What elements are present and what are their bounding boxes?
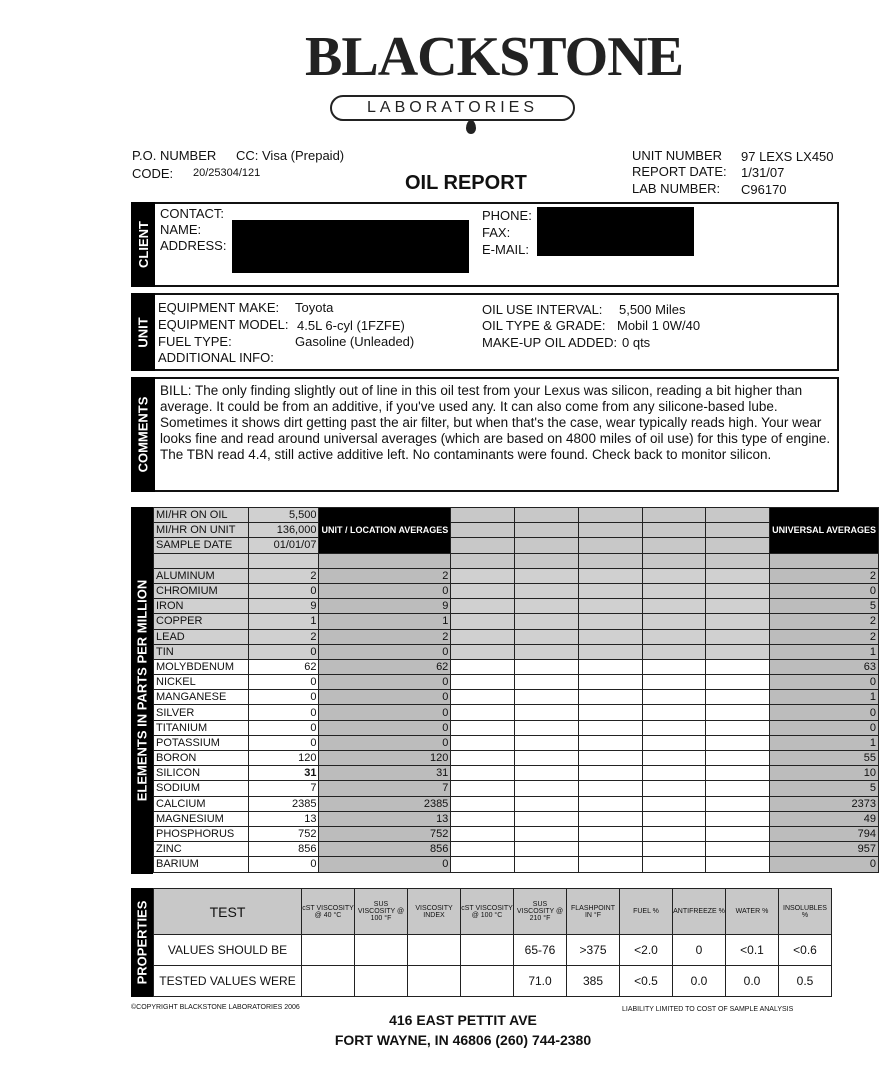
element-universal-average: 55 <box>770 751 879 766</box>
phone-label: PHONE: <box>482 208 532 223</box>
property-tested-value: 71.0 <box>514 966 567 997</box>
element-universal-average: 5 <box>770 599 879 614</box>
empty-cell <box>706 735 770 750</box>
element-value: 0 <box>249 720 319 735</box>
report-date: 1/31/07 <box>741 165 785 180</box>
address-line-2: FORT WAYNE, IN 46806 (260) 744-2380 <box>334 1032 592 1048</box>
empty-cell <box>706 796 770 811</box>
empty-cell <box>515 629 579 644</box>
element-value: 0 <box>249 690 319 705</box>
element-unit-average: 7 <box>319 781 451 796</box>
empty-cell <box>706 811 770 826</box>
element-row <box>154 751 879 766</box>
fax-label: FAX: <box>482 225 511 240</box>
empty-cell <box>578 857 642 872</box>
empty-cell <box>706 720 770 735</box>
element-unit-average: 752 <box>319 826 451 841</box>
element-name: ZINC <box>154 842 249 857</box>
element-row <box>154 675 879 690</box>
equipment-model-label: EQUIPMENT MODEL: <box>158 317 289 332</box>
element-value: 0 <box>249 644 319 659</box>
mi-oil-label: MI/HR ON OIL <box>154 508 249 523</box>
empty-cell <box>706 766 770 781</box>
code-label: CODE: <box>132 166 174 181</box>
name-label: NAME: <box>160 222 202 237</box>
property-should-value <box>408 935 461 966</box>
empty-cell <box>642 781 706 796</box>
element-universal-average: 63 <box>770 659 879 674</box>
property-should-value: >375 <box>567 935 620 966</box>
fuel-type: Gasoline (Unleaded) <box>295 334 415 349</box>
property-tested-value <box>302 966 355 997</box>
element-row <box>154 599 879 614</box>
equipment-make-label: EQUIPMENT MAKE: <box>158 300 280 315</box>
element-value: 62 <box>249 659 319 674</box>
empty-cell <box>451 720 515 735</box>
empty-cell <box>706 614 770 629</box>
empty-cell <box>451 614 515 629</box>
element-unit-average: 13 <box>319 811 451 826</box>
element-universal-average: 1 <box>770 690 879 705</box>
property-should-value: 65-76 <box>514 935 567 966</box>
redacted-client-info <box>232 220 469 273</box>
makeup-oil: 0 qts <box>622 335 651 350</box>
element-unit-average: 856 <box>319 842 451 857</box>
element-universal-average: 1 <box>770 735 879 750</box>
element-universal-average: 0 <box>770 583 879 598</box>
oil-use-interval: 5,500 Miles <box>619 302 686 317</box>
comments-text: BILL: The only finding slightly out of line in this oil test from your Lexus was silicon, reading a bit higher than average. It could be from an additive, if you've used any. It can also come from any silicone-based lube. Sometimes it shows dirt getting past the air filter, but when that's the case, wear typically reads high. Your wear looks fine and read around universal averages (which are based on 4800 miles of oil use) for this type of engine. The TBN read 4.4, still active additive left. No contaminants were found. Check back to monitor silicon. <box>160 383 831 462</box>
property-should-value: <0.6 <box>779 935 832 966</box>
element-universal-average: 5 <box>770 781 879 796</box>
element-unit-average: 2385 <box>319 796 451 811</box>
empty-cell <box>515 735 579 750</box>
element-universal-average: 10 <box>770 766 879 781</box>
element-unit-average: 0 <box>319 720 451 735</box>
empty-cell <box>642 705 706 720</box>
comments-section-label: COMMENTS <box>131 377 155 492</box>
property-tested-value: 0.0 <box>673 966 726 997</box>
empty-cell <box>578 583 642 598</box>
empty-cell <box>706 583 770 598</box>
element-unit-average: 0 <box>319 705 451 720</box>
empty-cell <box>706 644 770 659</box>
empty-cell <box>451 842 515 857</box>
element-universal-average: 957 <box>770 842 879 857</box>
element-unit-average: 2 <box>319 568 451 583</box>
unit-averages-header: UNIT / LOCATION AVERAGES <box>319 508 451 554</box>
empty-cell <box>451 599 515 614</box>
element-value: 0 <box>249 675 319 690</box>
empty-cell <box>578 675 642 690</box>
empty-cell <box>451 644 515 659</box>
element-row <box>154 857 879 872</box>
empty-cell <box>515 826 579 841</box>
property-should-value: 0 <box>673 935 726 966</box>
empty-cell <box>642 857 706 872</box>
logo-subtitle: LABORATORIES <box>330 95 575 121</box>
equipment-make: Toyota <box>295 300 334 315</box>
element-row <box>154 690 879 705</box>
property-tested-value: 0.5 <box>779 966 832 997</box>
values-should-label: VALUES SHOULD BE <box>154 935 302 966</box>
empty-cell <box>706 705 770 720</box>
empty-cell <box>578 629 642 644</box>
empty-cell <box>578 826 642 841</box>
element-unit-average: 0 <box>319 690 451 705</box>
element-value: 120 <box>249 751 319 766</box>
empty-cell <box>706 842 770 857</box>
report-date-label: REPORT DATE: <box>632 164 727 179</box>
elements-section-label: ELEMENTS IN PARTS PER MILLION <box>131 507 153 874</box>
empty-cell <box>642 644 706 659</box>
empty-cell <box>451 735 515 750</box>
empty-cell <box>578 690 642 705</box>
logo-wordmark: BLACKSTONE <box>305 26 683 88</box>
element-value: 2385 <box>249 796 319 811</box>
empty-cell <box>706 675 770 690</box>
empty-cell <box>515 583 579 598</box>
empty-cell <box>706 690 770 705</box>
empty-cell <box>642 690 706 705</box>
contact-label: CONTACT: <box>160 206 225 221</box>
empty-cell <box>578 659 642 674</box>
empty-cell <box>451 826 515 841</box>
property-tested-value <box>408 966 461 997</box>
element-row <box>154 766 879 781</box>
empty-cell <box>706 659 770 674</box>
unit-number: 97 LEXS LX450 <box>741 149 834 164</box>
unit-section-label: UNIT <box>131 293 155 371</box>
element-name: NICKEL <box>154 675 249 690</box>
empty-cell <box>451 857 515 872</box>
element-value: 2 <box>249 568 319 583</box>
empty-cell <box>515 599 579 614</box>
properties-section-label: PROPERTIES <box>131 888 153 997</box>
element-row <box>154 644 879 659</box>
empty-cell <box>578 751 642 766</box>
empty-cell <box>451 690 515 705</box>
equipment-model: 4.5L 6-cyl (1FZFE) <box>297 318 405 333</box>
element-universal-average: 2373 <box>770 796 879 811</box>
code-value: 20/25304/121 <box>193 167 261 179</box>
empty-cell <box>578 720 642 735</box>
element-row <box>154 796 879 811</box>
empty-cell <box>642 811 706 826</box>
element-row <box>154 842 879 857</box>
element-name: LEAD <box>154 629 249 644</box>
oil-use-interval-label: OIL USE INTERVAL: <box>482 302 603 317</box>
element-unit-average: 31 <box>319 766 451 781</box>
oil-type-label: OIL TYPE & GRADE: <box>482 318 606 333</box>
property-column-header: cST VISCOSITY @ 100 °C <box>461 889 514 935</box>
element-value: 31 <box>249 766 319 781</box>
empty-cell <box>451 629 515 644</box>
empty-cell <box>642 599 706 614</box>
empty-cell <box>578 796 642 811</box>
property-column-header: INSOLUBLES % <box>779 889 832 935</box>
unit-number-label: UNIT NUMBER <box>632 148 723 163</box>
empty-cell <box>642 796 706 811</box>
element-name: BARIUM <box>154 857 249 872</box>
empty-cell <box>515 675 579 690</box>
element-value: 752 <box>249 826 319 841</box>
element-row <box>154 583 879 598</box>
property-tested-value <box>355 966 408 997</box>
empty-cell <box>578 568 642 583</box>
element-name: TITANIUM <box>154 720 249 735</box>
element-name: IRON <box>154 599 249 614</box>
element-name: MOLYBDENUM <box>154 659 249 674</box>
empty-cell <box>451 705 515 720</box>
universal-averages-header: UNIVERSAL AVERAGES <box>770 508 879 554</box>
empty-cell <box>642 842 706 857</box>
mi-oil-row <box>154 508 879 523</box>
empty-cell <box>515 720 579 735</box>
empty-cell <box>706 751 770 766</box>
element-name: BORON <box>154 751 249 766</box>
element-unit-average: 62 <box>319 659 451 674</box>
empty-cell <box>515 690 579 705</box>
element-value: 0 <box>249 735 319 750</box>
element-row <box>154 614 879 629</box>
property-tested-value <box>461 966 514 997</box>
element-row <box>154 568 879 583</box>
empty-cell <box>515 614 579 629</box>
element-universal-average: 794 <box>770 826 879 841</box>
element-value: 2 <box>249 629 319 644</box>
client-section-label: CLIENT <box>131 202 155 287</box>
empty-cell <box>706 599 770 614</box>
element-universal-average: 2 <box>770 629 879 644</box>
empty-cell <box>642 614 706 629</box>
element-name: COPPER <box>154 614 249 629</box>
properties-table <box>153 888 832 997</box>
element-name: CHROMIUM <box>154 583 249 598</box>
lab-number: C96170 <box>741 182 787 197</box>
empty-cell <box>578 811 642 826</box>
sample-date-label: SAMPLE DATE <box>154 538 249 553</box>
empty-cell <box>706 629 770 644</box>
empty-cell <box>451 796 515 811</box>
empty-cell <box>578 614 642 629</box>
element-universal-average: 2 <box>770 568 879 583</box>
mi-unit-value: 136,000 <box>249 523 319 538</box>
sample-date-value: 01/01/07 <box>249 538 319 553</box>
report-title: OIL REPORT <box>405 172 527 194</box>
property-tested-value: 0.0 <box>726 966 779 997</box>
empty-cell <box>706 781 770 796</box>
address-label: ADDRESS: <box>160 238 227 253</box>
element-row <box>154 735 879 750</box>
test-header: TEST <box>154 889 302 935</box>
element-universal-average: 1 <box>770 644 879 659</box>
element-row <box>154 629 879 644</box>
element-universal-average: 0 <box>770 675 879 690</box>
element-name: SILICON <box>154 766 249 781</box>
empty-cell <box>515 751 579 766</box>
empty-cell <box>515 811 579 826</box>
element-value: 1 <box>249 614 319 629</box>
element-value: 9 <box>249 599 319 614</box>
element-name: SODIUM <box>154 781 249 796</box>
element-unit-average: 0 <box>319 857 451 872</box>
element-row <box>154 720 879 735</box>
empty-cell <box>451 568 515 583</box>
empty-cell <box>642 735 706 750</box>
element-unit-average: 2 <box>319 629 451 644</box>
property-column-header: cST VISCOSITY @ 40 °C <box>302 889 355 935</box>
empty-cell <box>578 735 642 750</box>
empty-cell <box>706 826 770 841</box>
empty-cell <box>451 583 515 598</box>
empty-cell <box>515 766 579 781</box>
empty-cell <box>642 751 706 766</box>
empty-cell <box>451 781 515 796</box>
empty-cell <box>515 781 579 796</box>
element-unit-average: 120 <box>319 751 451 766</box>
empty-cell <box>578 599 642 614</box>
element-name: SILVER <box>154 705 249 720</box>
property-tested-value: <0.5 <box>620 966 673 997</box>
tested-values-label: TESTED VALUES WERE <box>154 966 302 997</box>
element-row <box>154 811 879 826</box>
property-column-header: SUS VISCOSITY @ 210 °F <box>514 889 567 935</box>
empty-cell <box>451 751 515 766</box>
logo-drop-icon <box>466 120 476 134</box>
empty-cell <box>642 568 706 583</box>
property-column-header: ANTIFREEZE % <box>673 889 726 935</box>
empty-cell <box>515 644 579 659</box>
empty-cell <box>515 568 579 583</box>
element-unit-average: 0 <box>319 583 451 598</box>
elements-table <box>153 507 879 873</box>
empty-cell <box>642 629 706 644</box>
property-should-value <box>355 935 408 966</box>
element-universal-average: 49 <box>770 811 879 826</box>
element-value: 856 <box>249 842 319 857</box>
property-column-header: FLASHPOINT IN °F <box>567 889 620 935</box>
property-column-header: FUEL % <box>620 889 673 935</box>
element-universal-average: 0 <box>770 720 879 735</box>
additional-info-label: ADDITIONAL INFO: <box>158 350 274 365</box>
property-tested-value: 385 <box>567 966 620 997</box>
empty-cell <box>578 766 642 781</box>
liability-notice: LIABILITY LIMITED TO COST OF SAMPLE ANALYSIS <box>622 1006 794 1013</box>
empty-cell <box>451 675 515 690</box>
element-name: MANGANESE <box>154 690 249 705</box>
oil-type: Mobil 1 0W/40 <box>617 318 701 333</box>
property-should-value: <0.1 <box>726 935 779 966</box>
address-line-1: 416 EAST PETTIT AVE <box>389 1012 537 1028</box>
empty-cell <box>642 766 706 781</box>
mi-oil-value: 5,500 <box>249 508 319 523</box>
property-should-value: <2.0 <box>620 935 673 966</box>
element-unit-average: 9 <box>319 599 451 614</box>
empty-cell <box>642 659 706 674</box>
empty-cell <box>515 796 579 811</box>
element-name: MAGNESIUM <box>154 811 249 826</box>
empty-cell <box>451 659 515 674</box>
element-row <box>154 659 879 674</box>
element-name: POTASSIUM <box>154 735 249 750</box>
element-universal-average: 0 <box>770 705 879 720</box>
empty-cell <box>706 568 770 583</box>
element-universal-average: 0 <box>770 857 879 872</box>
property-column-header: SUS VISCOSITY @ 100 °F <box>355 889 408 935</box>
fuel-type-label: FUEL TYPE: <box>158 334 232 349</box>
empty-cell <box>642 675 706 690</box>
element-value: 0 <box>249 583 319 598</box>
lab-number-label: LAB NUMBER: <box>632 181 721 196</box>
cc-payment: CC: Visa (Prepaid) <box>236 148 345 163</box>
element-row <box>154 781 879 796</box>
empty-cell <box>578 644 642 659</box>
spacer-row <box>154 553 879 568</box>
element-value: 13 <box>249 811 319 826</box>
empty-cell <box>642 826 706 841</box>
element-value: 0 <box>249 857 319 872</box>
empty-cell <box>451 811 515 826</box>
element-unit-average: 0 <box>319 735 451 750</box>
empty-cell <box>515 659 579 674</box>
redacted-contact-info <box>537 207 694 256</box>
element-value: 7 <box>249 781 319 796</box>
element-value: 0 <box>249 705 319 720</box>
empty-cell <box>578 781 642 796</box>
empty-cell <box>515 857 579 872</box>
element-name: PHOSPHORUS <box>154 826 249 841</box>
empty-cell <box>515 842 579 857</box>
empty-cell <box>451 766 515 781</box>
empty-cell <box>578 705 642 720</box>
property-column-header: WATER % <box>726 889 779 935</box>
element-name: TIN <box>154 644 249 659</box>
element-name: ALUMINUM <box>154 568 249 583</box>
empty-cell <box>642 583 706 598</box>
element-unit-average: 1 <box>319 614 451 629</box>
makeup-oil-label: MAKE-UP OIL ADDED: <box>482 335 618 350</box>
email-label: E-MAIL: <box>482 242 529 257</box>
empty-cell <box>642 720 706 735</box>
po-number-label: P.O. NUMBER <box>132 148 217 163</box>
empty-cell <box>578 842 642 857</box>
property-should-value <box>302 935 355 966</box>
mi-unit-label: MI/HR ON UNIT <box>154 523 249 538</box>
element-name: CALCIUM <box>154 796 249 811</box>
empty-cell <box>706 857 770 872</box>
element-row <box>154 826 879 841</box>
element-universal-average: 2 <box>770 614 879 629</box>
element-unit-average: 0 <box>319 675 451 690</box>
element-unit-average: 0 <box>319 644 451 659</box>
element-row <box>154 705 879 720</box>
property-column-header: VISCOSITY INDEX <box>408 889 461 935</box>
copyright: ©COPYRIGHT BLACKSTONE LABORATORIES 2006 <box>131 1004 300 1011</box>
property-should-value <box>461 935 514 966</box>
empty-cell <box>515 705 579 720</box>
